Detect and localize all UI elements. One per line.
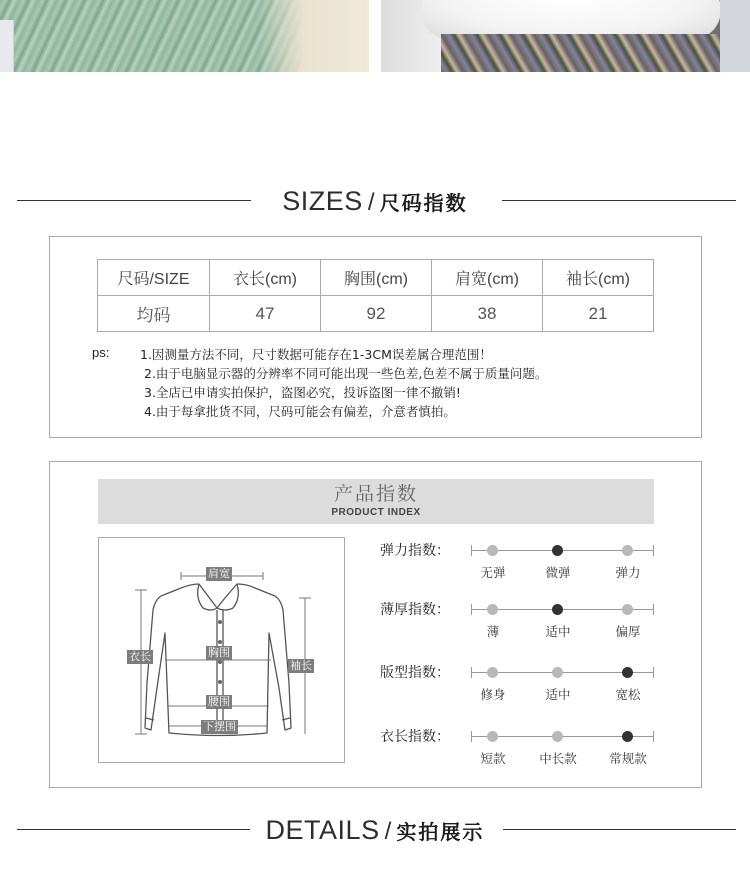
index-track-cap (471, 545, 472, 556)
product-index-box (49, 461, 702, 788)
index-option-label: 短款 (480, 751, 506, 766)
index-option-label: 无弹 (480, 565, 506, 580)
chest-label: 胸围 (208, 646, 230, 659)
green-top-photo (0, 0, 369, 72)
index-option-label: 适中 (545, 624, 571, 639)
size-table-header: 尺码/SIZE (98, 260, 210, 296)
index-dot-selected (622, 731, 633, 742)
size-table-row (98, 296, 654, 332)
index-dot-selected (622, 667, 633, 678)
photo-right-edge (720, 0, 750, 72)
product-photo-strip (0, 0, 750, 72)
index-option-label: 修身 (480, 687, 506, 702)
index-option-label: 薄 (486, 624, 500, 639)
note-line: 2.由于电脑显示器的分辨率不同可能出现一些色差,色差不属于质量问题。 (144, 366, 548, 381)
index-row (380, 664, 660, 704)
index-dot-selected (552, 604, 563, 615)
note-line: 3.全店已申请实拍保护，盗图必究，投诉盗图一律不撤销! (144, 385, 461, 400)
details-title-separator: / (384, 818, 392, 845)
size-table-header: 胸围(cm) (321, 260, 432, 296)
note-line: 1.因测量方法不同，尺寸数据可能存在1-3CM误差属合理范围！ (140, 347, 492, 362)
size-table-cell: 92 (321, 296, 432, 332)
product-index-title-en: PRODUCT INDEX (331, 507, 421, 518)
index-dot-selected (552, 545, 563, 556)
waist-label: 腰围 (208, 695, 230, 708)
length-label: 衣长 (129, 650, 151, 663)
details-title-en: DETAILS (265, 815, 380, 845)
background-object (0, 20, 14, 72)
shoulder-label: 肩宽 (208, 567, 230, 580)
index-row (380, 728, 660, 768)
product-index-header (98, 479, 654, 524)
product-index-title-zh: 产品指数 (333, 483, 418, 505)
size-chart-box (49, 236, 702, 438)
size-table-header: 衣长(cm) (210, 260, 321, 296)
index-option-label: 弹力 (615, 565, 641, 580)
size-table-cell: 21 (543, 296, 654, 332)
size-table-header-row (98, 260, 654, 296)
size-table-cell: 均码 (98, 296, 210, 332)
index-dot (622, 604, 633, 615)
index-track-cap (471, 604, 472, 615)
index-track-cap (653, 731, 654, 742)
white-blouse-photo (381, 0, 750, 72)
shirt-diagram (98, 537, 345, 763)
index-dot (622, 545, 633, 556)
size-table-cell: 38 (432, 296, 543, 332)
index-option-label: 常规款 (609, 751, 647, 766)
notes-prefix: ps: (92, 345, 110, 360)
size-table-cell: 47 (210, 296, 321, 332)
sizes-title-en: SIZES (282, 186, 363, 216)
index-row-label: 版型指数： (380, 665, 450, 681)
sizes-section-title (0, 181, 750, 221)
index-option-label: 偏厚 (615, 624, 641, 639)
sizes-title-separator: / (367, 189, 375, 216)
index-row-label: 薄厚指数： (380, 602, 450, 618)
details-title-zh: 实拍展示 (396, 820, 485, 844)
floral-skirt (441, 34, 721, 72)
index-dot (487, 731, 498, 742)
sizes-title-zh: 尺码指数 (379, 191, 468, 215)
size-table-header: 袖长(cm) (543, 260, 654, 296)
index-option-label: 微弹 (545, 565, 571, 580)
index-dot (552, 731, 563, 742)
index-dot (487, 545, 498, 556)
index-track-cap (653, 604, 654, 615)
index-dot (552, 667, 563, 678)
index-track-cap (471, 667, 472, 678)
index-track-cap (653, 545, 654, 556)
photo-background-wall (259, 0, 369, 72)
index-row-label: 衣长指数： (380, 729, 450, 745)
index-row (380, 601, 660, 641)
size-table-header: 肩宽(cm) (432, 260, 543, 296)
size-table (97, 259, 654, 332)
index-option-label: 适中 (545, 687, 571, 702)
index-row-label: 弹力指数： (380, 543, 450, 559)
sleeve-label: 袖长 (290, 659, 312, 672)
index-dot (487, 667, 498, 678)
index-option-label: 宽松 (615, 687, 641, 702)
index-track-cap (471, 731, 472, 742)
index-dot (487, 604, 498, 615)
hem-label: 下摆围 (203, 720, 236, 733)
details-section-title (0, 810, 750, 850)
index-option-label: 中长款 (539, 751, 577, 766)
index-track-cap (653, 667, 654, 678)
note-line: 4.由于每拿批货不同，尺码可能会有偏差，介意者慎拍。 (144, 404, 456, 419)
index-row (380, 542, 660, 582)
